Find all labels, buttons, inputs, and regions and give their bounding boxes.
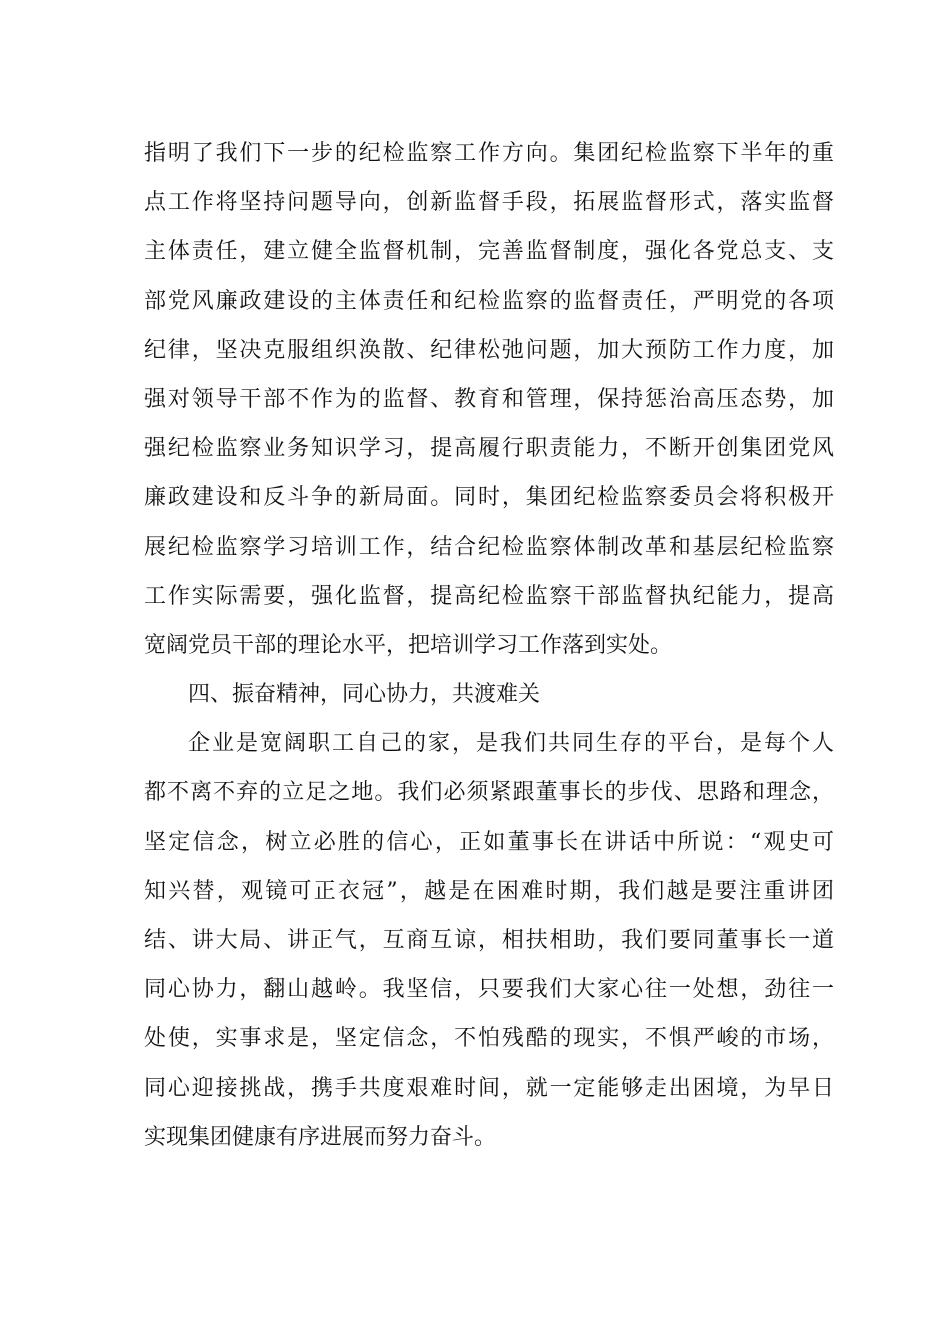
section-heading: 四、振奋精神，同心协力，共渡难关 <box>188 682 541 708</box>
text-line: 主体责任，建立健全监督机制，完善监督制度，强化各党总支、支 <box>144 239 834 265</box>
text-line: 坚定信念，树立必胜的信心，正如董事长在讲话中所说：“观史可 <box>144 829 834 855</box>
text-line: 宽阔党员干部的理论水平，把培训学习工作落到实处。 <box>144 632 673 658</box>
text-line: 实现集团健康有序进展而努力奋斗。 <box>144 1124 497 1150</box>
text-line: 结、讲大局、讲正气，互商互谅，相扶相助，我们要同董事长一道 <box>144 928 834 953</box>
text-line: 强对领导干部不作为的监督、教育和管理，保持惩治高压态势，加 <box>144 386 834 412</box>
text-line: 工作实际需要，强化监督，提高纪检监察干部监督执纪能力，提高 <box>144 583 834 609</box>
text-line: 同心协力，翻山越岭。我坚信，只要我们大家心往一处想，劲往一 <box>144 977 834 1003</box>
text-line: 企业是宽阔职工自己的家，是我们共同生存的平台，是每个人 <box>188 731 834 757</box>
text-line: 部党风廉政建设的主体责任和纪检监察的监督责任，严明党的各项 <box>144 288 834 314</box>
body-text <box>144 129 834 1162</box>
text-line: 强纪检监察业务知识学习，提高履行职责能力，不断开创集团党风 <box>144 436 834 462</box>
text-line: 展纪检监察学习培训工作，结合纪检监察体制改革和基层纪检监察 <box>144 534 834 560</box>
text-line: 指明了我们下一步的纪检监察工作方向。集团纪检监察下半年的重 <box>144 141 834 166</box>
text-line: 同心迎接挑战，携手共度艰难时间，就一定能够走出困境，为早日 <box>144 1075 834 1101</box>
text-line: 纪律，坚决克服组织涣散、纪律松弛问题，加大预防工作力度，加 <box>144 337 834 363</box>
text-line: 都不离不弃的立足之地。我们必须紧跟董事长的步伐、思路和理念， <box>144 780 834 806</box>
text-line: 知兴替，观镜可正衣冠”，越是在困难时期，我们越是要注重讲团 <box>144 878 834 904</box>
text-line: 廉政建设和反斗争的新局面。同时，集团纪检监察委员会将积极开 <box>144 485 834 511</box>
text-line: 点工作将坚持问题导向，创新监督手段，拓展监督形式，落实监督 <box>144 190 834 216</box>
text-line: 处使，实事求是，坚定信念，不怕残酷的现实，不惧严峻的市场， <box>144 1026 834 1052</box>
